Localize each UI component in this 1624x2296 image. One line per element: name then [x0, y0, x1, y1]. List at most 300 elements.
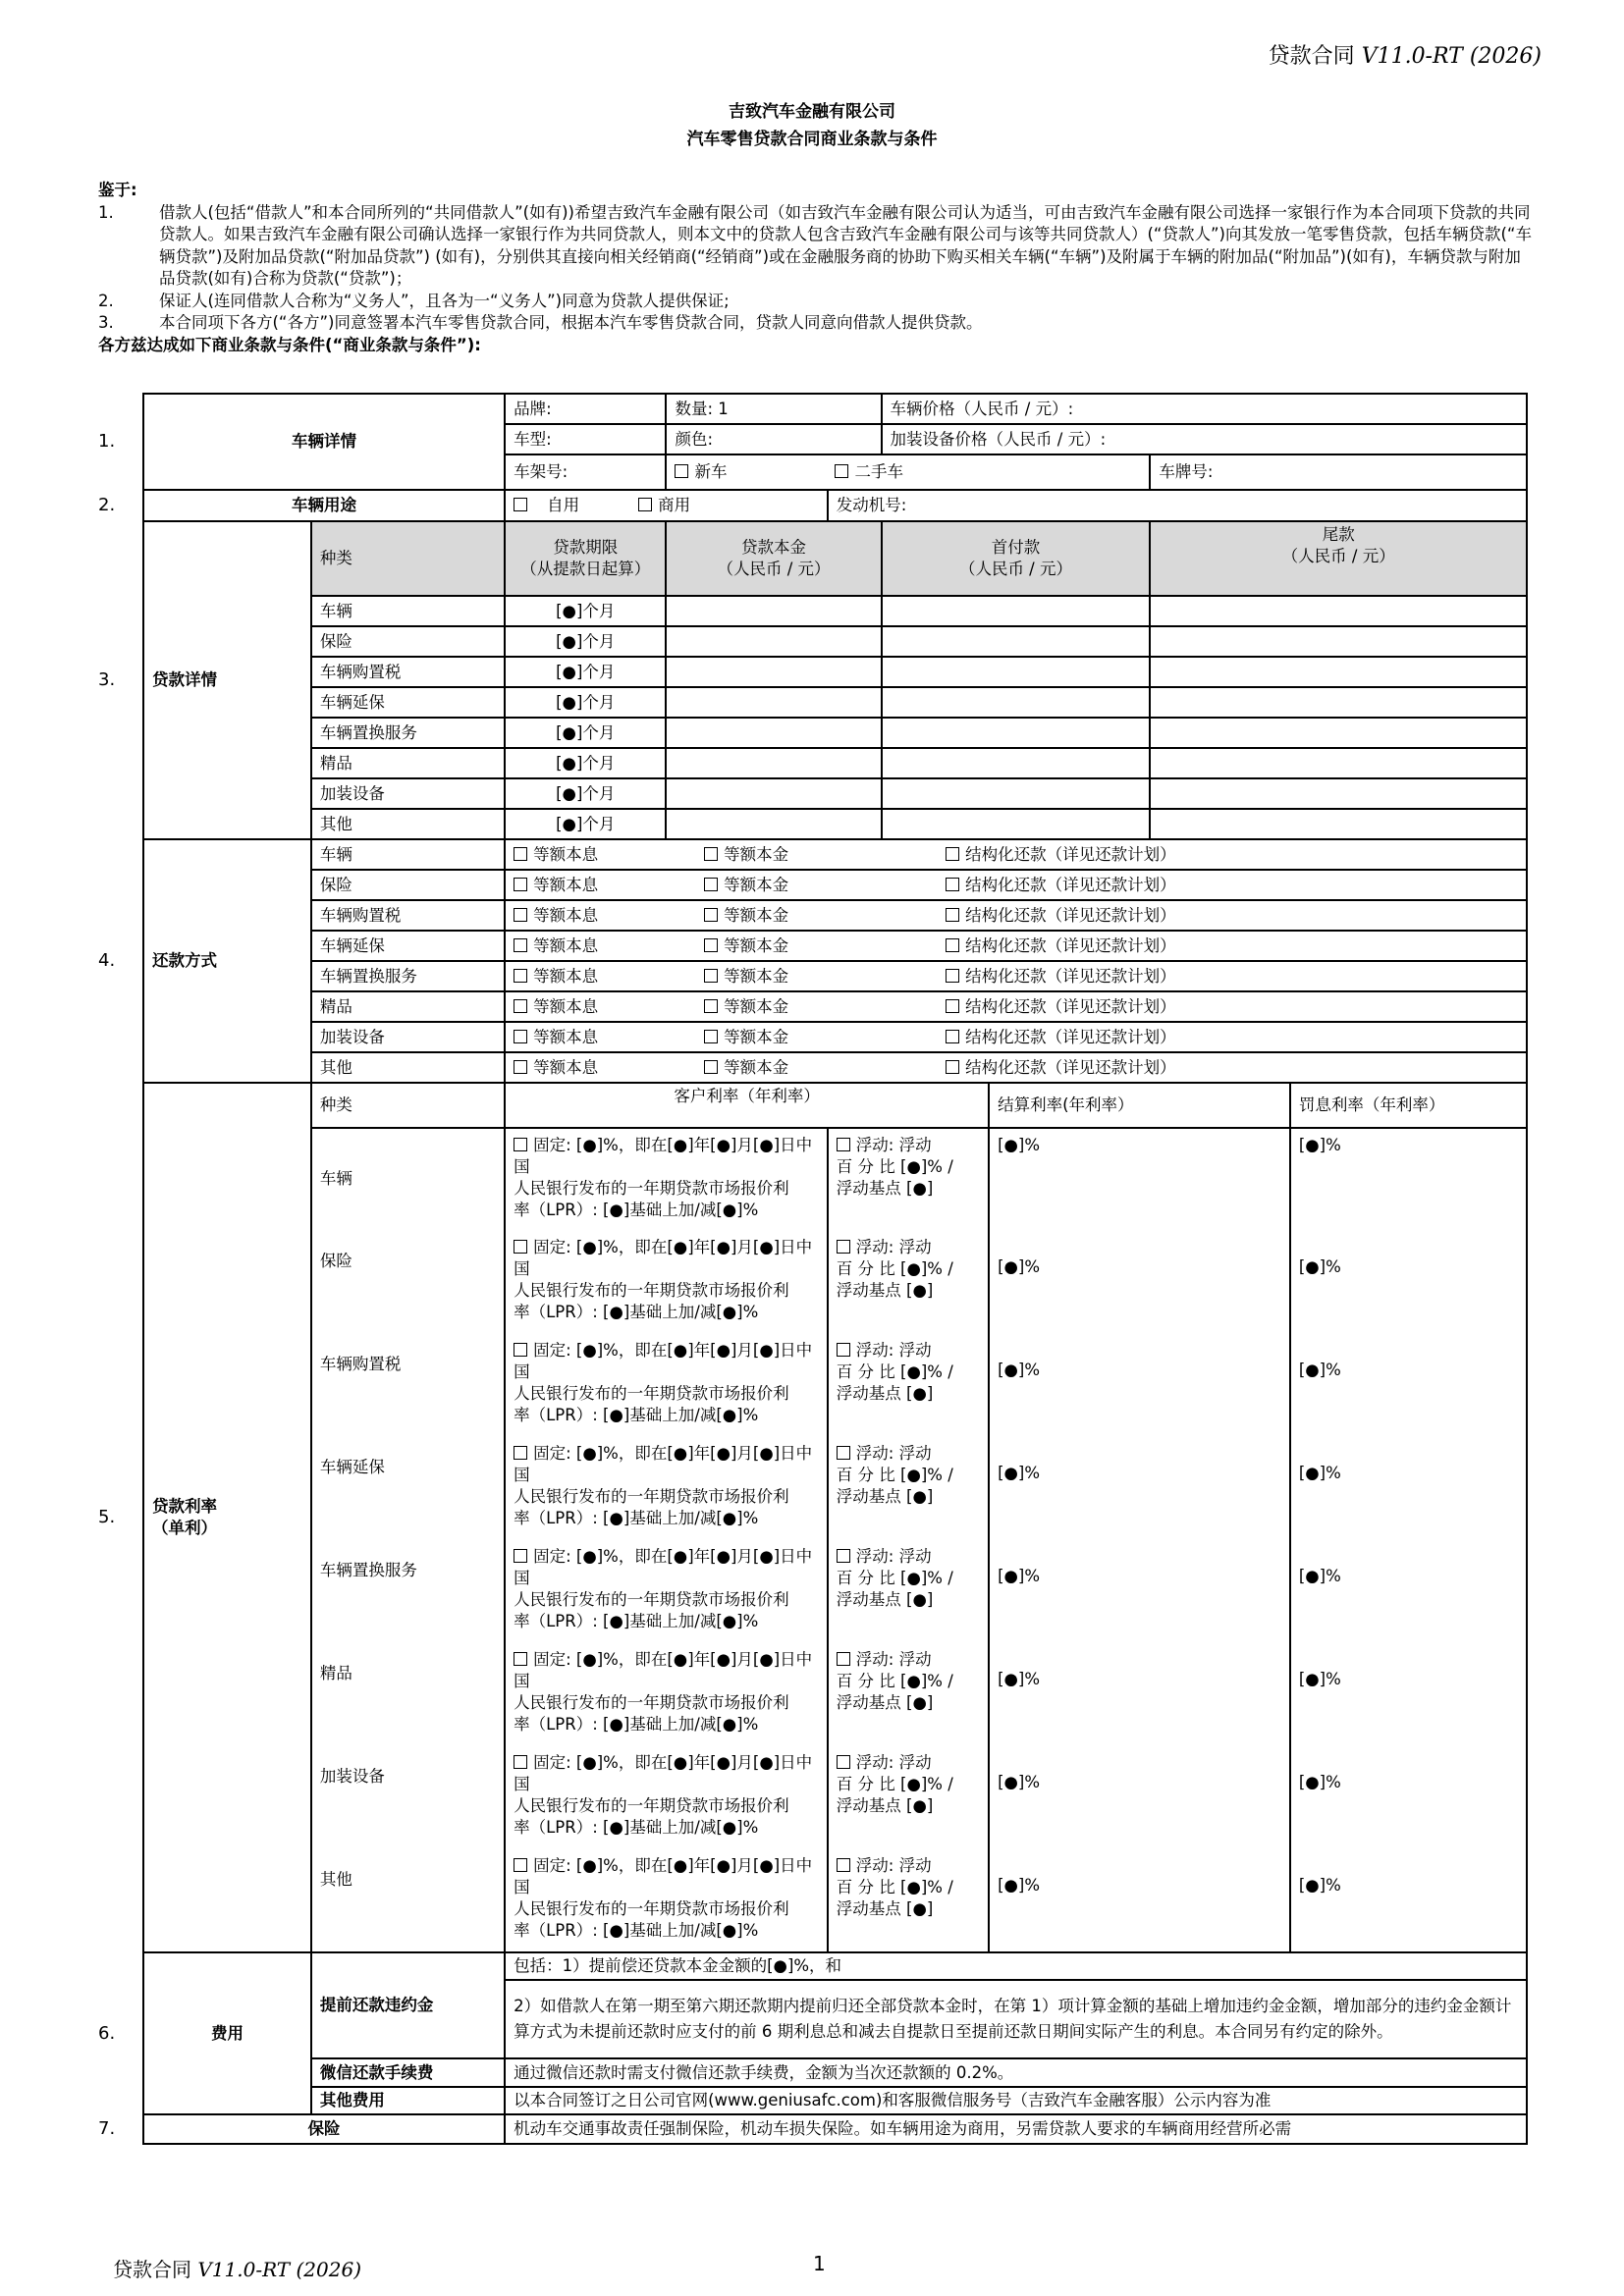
company-name: 吉致汽车金融有限公司 — [729, 102, 895, 122]
cell-text: 等额本金 — [724, 935, 789, 955]
checkbox[interactable] — [704, 969, 718, 983]
penalty-rate-field[interactable]: [●]% — [1290, 1849, 1527, 1952]
settlement-rate-field[interactable]: [●]% — [989, 1746, 1290, 1849]
down-payment-field[interactable] — [882, 687, 1151, 718]
cell-text: 结构化还款（详见还款计划） — [965, 935, 1176, 955]
checkbox[interactable] — [946, 878, 959, 891]
col-header: 贷款期限 （从提款日起算） — [505, 521, 666, 596]
balloon-field[interactable] — [1150, 657, 1527, 687]
cell-text: 结构化还款（详见还款计划） — [965, 1057, 1176, 1077]
cell-text: 结构化还款（详见还款计划） — [965, 966, 1176, 986]
table-row — [98, 748, 1527, 778]
penalty-rate-field[interactable]: [●]% — [1290, 1128, 1527, 1231]
checkbox[interactable] — [514, 938, 527, 952]
model-field[interactable]: 车型: — [505, 424, 666, 454]
section-title: 车辆详情 — [143, 394, 505, 490]
checkbox[interactable] — [704, 1030, 718, 1043]
cell-text: 结构化还款（详见还款计划） — [965, 875, 1176, 894]
category-label: 其他 — [311, 1052, 505, 1083]
usage-options — [505, 490, 828, 521]
checkbox[interactable] — [837, 1652, 850, 1666]
checkbox[interactable] — [514, 1138, 527, 1151]
cell-text: 百 分 比 [●]% / — [836, 1466, 953, 1484]
fee-text: 以本合同签订之日公司官网(www.geniusafc.com)和客服微信服务号（吉致汽车金融客服）公示内容为准 — [505, 2087, 1527, 2114]
repayment-options — [505, 931, 1527, 961]
col-header: 贷款本金 （人民币 / 元） — [666, 521, 881, 596]
checkbox[interactable] — [514, 1755, 527, 1769]
checkbox[interactable] — [514, 1549, 527, 1563]
settlement-rate-field[interactable]: [●]% — [989, 1849, 1290, 1952]
checkbox[interactable] — [514, 878, 527, 891]
cell-text: 浮动: 浮动 — [855, 1856, 932, 1875]
color-field[interactable]: 颜色: — [666, 424, 881, 454]
checkbox[interactable] — [514, 847, 527, 861]
penalty-rate-field[interactable]: [●]% — [1290, 1437, 1527, 1540]
document-subtitle: 汽车零售贷款合同商业条款与条件 — [686, 130, 938, 149]
down-payment-field[interactable] — [882, 596, 1151, 626]
fee-text: 通过微信还款时需支付微信还款手续费，金额为当次还款额的 0.2%。 — [505, 2058, 1527, 2087]
col-header: 种类 — [311, 1083, 505, 1128]
checkbox[interactable] — [946, 847, 959, 861]
table-row — [98, 687, 1527, 718]
checkbox[interactable] — [946, 999, 959, 1013]
checkbox[interactable] — [837, 1446, 850, 1460]
cell-text: 百 分 比 [●]% / — [836, 1672, 953, 1690]
table-row — [98, 1746, 1527, 1849]
fixed-rate-option[interactable] — [505, 1643, 828, 1746]
down-payment-field[interactable] — [882, 657, 1151, 687]
category-label: 精品 — [311, 991, 505, 1022]
fixed-rate-option[interactable] — [505, 1231, 828, 1334]
checkbox[interactable] — [704, 847, 718, 861]
checkbox[interactable] — [835, 464, 848, 478]
recital-item: 3. 本合同项下各方(“各方”)同意签署本汽车零售贷款合同，根据本汽车零售贷款合同，贷款人同意向借款人提供贷款。 — [98, 313, 983, 332]
fee-text: 包括：1）提前偿还贷款本金金额的[●]%，和 — [505, 1952, 1527, 1980]
cell-text: 商用 — [658, 496, 691, 514]
cell-text: 率（LPR）: [●]基础上加/减[●]% — [514, 1201, 759, 1219]
table-row — [98, 1334, 1527, 1437]
table-row — [98, 1231, 1527, 1334]
cell-text: 固定: [●]%，即在[●]年[●]月[●]日中国 — [514, 1238, 813, 1278]
checkbox[interactable] — [837, 1240, 850, 1254]
checkbox[interactable] — [946, 969, 959, 983]
recital-item: 1. 借款人(包括“借款人”和本合同所列的“共同借款人”(如有))希望吉致汽车金融有限公司（如吉致汽车金融有限公司认为适当，可由吉致汽车金融有限公司选择一家银行作为本合同项下贷款的共同贷款人。如果吉致汽车金融有限公司确认选择一家银行作为共同贷款人，则本文中的贷款人包含吉致汽车金融有限公司与该等共同贷款人）(“贷款人”)向其发放一笔零售贷款，包括车辆贷款(“车辆贷款”)及附加品贷款(“附加品贷款”) (如有)，分别供其直接向相关经销商(“经销商”)或在金融服务商的协助下购买相关车辆(“车辆”)及附属于车辆的附加品(“附加品”)(如有)，车辆贷款与附加品贷款(如有)合称为贷款(“贷款”)； — [98, 202, 1532, 288]
table-row — [98, 870, 1527, 900]
settlement-rate-field[interactable]: [●]% — [989, 1334, 1290, 1437]
cell-text: 新车 — [694, 462, 728, 481]
principal-field[interactable] — [666, 778, 881, 809]
penalty-rate-field[interactable]: [●]% — [1290, 1746, 1527, 1849]
cell-text: 浮动基点 [●] — [836, 1281, 934, 1300]
table-row — [98, 778, 1527, 809]
equipment-price-field[interactable]: 加装设备价格（人民币 / 元）: — [882, 424, 1527, 454]
cell-text: 固定: [●]%，即在[●]年[●]月[●]日中国 — [514, 1341, 813, 1381]
col-header: 结算利率(年利率） — [989, 1083, 1290, 1128]
section-title: 贷款详情 — [143, 521, 311, 839]
col-header: 客户利率（年利率） — [505, 1083, 989, 1128]
term-field[interactable]: [●]个月 — [505, 809, 666, 839]
checkbox[interactable] — [638, 498, 652, 511]
principal-field[interactable] — [666, 626, 881, 657]
cell-text: 浮动基点 [●] — [836, 1899, 934, 1918]
cell-text: 人民银行发布的一年期贷款市场报价利 — [514, 1384, 789, 1403]
down-payment-field[interactable] — [882, 778, 1151, 809]
repayment-options — [505, 1022, 1527, 1052]
fixed-rate-option[interactable] — [505, 1437, 828, 1540]
cell-text: 百 分 比 [●]% / — [836, 1569, 953, 1587]
agreement-statement: 各方兹达成如下商业条款与条件(“商业条款与条件”): — [98, 335, 481, 354]
table-row — [98, 1540, 1527, 1643]
cell-text: 百 分 比 [●]% / — [836, 1775, 953, 1793]
penalty-rate-field[interactable]: [●]% — [1290, 1540, 1527, 1643]
checkbox[interactable] — [514, 1060, 527, 1074]
floating-rate-option[interactable] — [828, 1231, 989, 1334]
table-row — [98, 596, 1527, 626]
fixed-rate-option[interactable] — [505, 1540, 828, 1643]
table-row — [98, 1022, 1527, 1052]
category-label: 其他 — [311, 809, 505, 839]
principal-field[interactable] — [666, 718, 881, 748]
down-payment-field[interactable] — [882, 626, 1151, 657]
repayment-options — [505, 870, 1527, 900]
fixed-rate-option[interactable] — [505, 1334, 828, 1437]
cell-text: 自用 — [547, 496, 580, 514]
cell-text: 人民银行发布的一年期贷款市场报价利 — [514, 1590, 789, 1609]
category-label: 加装设备 — [311, 1746, 505, 1849]
down-payment-field[interactable] — [882, 748, 1151, 778]
principal-field[interactable] — [666, 657, 881, 687]
checkbox[interactable] — [946, 938, 959, 952]
category-label: 车辆购置税 — [311, 657, 505, 687]
floating-rate-option[interactable] — [828, 1643, 989, 1746]
checkbox[interactable] — [514, 1446, 527, 1460]
category-label: 保险 — [311, 626, 505, 657]
settlement-rate-field[interactable]: [●]% — [989, 1231, 1290, 1334]
cell-text: 等额本息 — [533, 1027, 599, 1046]
col-header: 首付款 （人民币 / 元） — [882, 521, 1151, 596]
cell-text: 固定: [●]%，即在[●]年[●]月[●]日中国 — [514, 1444, 813, 1484]
checkbox[interactable] — [514, 1240, 527, 1254]
checkbox[interactable] — [946, 1030, 959, 1043]
cell-text: 等额本息 — [533, 996, 599, 1016]
cell-text: 率（LPR）: [●]基础上加/减[●]% — [514, 1303, 759, 1321]
category-label: 车辆 — [311, 839, 505, 870]
checkbox[interactable] — [837, 1549, 850, 1563]
table-row — [98, 2058, 1527, 2087]
cell-text: 等额本金 — [724, 1027, 789, 1046]
fee-text: 2）如借款人在第一期至第六期还款期内提前归还全部贷款本金时，在第 1）项计算金额的基础上增加违约金金额，增加部分的违约金金额计算方式为未提前还款时应支付的前 6 期利息总和减去自提款日至提前还款日期间实际产生的利息。本合同另有约定的除外。 — [505, 1980, 1527, 2058]
terms-table — [98, 393, 1528, 2145]
cell-text: 浮动: 浮动 — [855, 1136, 932, 1154]
cell-text: 浮动: 浮动 — [855, 1753, 932, 1772]
checkbox[interactable] — [704, 1060, 718, 1074]
cell-text: 百 分 比 [●]% / — [836, 1259, 953, 1278]
down-payment-field[interactable] — [882, 809, 1151, 839]
category-label: 加装设备 — [311, 778, 505, 809]
checkbox[interactable] — [946, 1060, 959, 1074]
category-label: 保险 — [311, 1231, 505, 1334]
cell-text: 固定: [●]%，即在[●]年[●]月[●]日中国 — [514, 1753, 813, 1793]
down-payment-field[interactable] — [882, 718, 1151, 748]
section-title — [143, 1083, 311, 1952]
repayment-options — [505, 961, 1527, 991]
floating-rate-option[interactable] — [828, 1334, 989, 1437]
fixed-rate-option[interactable] — [505, 1128, 828, 1231]
settlement-rate-field[interactable]: [●]% — [989, 1540, 1290, 1643]
cell-text: 浮动: 浮动 — [855, 1238, 932, 1256]
category-label: 车辆延保 — [311, 1437, 505, 1540]
cell-text: 结构化还款（详见还款计划） — [965, 844, 1176, 864]
cell-text: 5. — [98, 1507, 116, 1527]
condition-options — [666, 454, 1150, 490]
vin-field[interactable]: 车架号: — [505, 454, 666, 490]
cell-text: 浮动基点 [●] — [836, 1179, 934, 1198]
category-label: 车辆置换服务 — [311, 718, 505, 748]
table-row — [98, 900, 1527, 931]
term-field[interactable]: [●]个月 — [505, 626, 666, 657]
cell-text: 浮动基点 [●] — [836, 1590, 934, 1609]
category-label: 车辆 — [311, 596, 505, 626]
col-header: 尾款 （人民币 / 元） — [1150, 521, 1527, 596]
cell-text: 百 分 比 [●]% / — [836, 1157, 953, 1176]
cell-text: 等额本息 — [533, 844, 599, 864]
checkbox[interactable] — [704, 999, 718, 1013]
recitals — [98, 180, 1532, 356]
col-header: 种类 — [311, 521, 505, 596]
cell-text: 7. — [98, 2118, 116, 2139]
table-row — [98, 1643, 1527, 1746]
repayment-options — [505, 1052, 1527, 1083]
category-label: 其他 — [311, 1849, 505, 1952]
table-row — [98, 809, 1527, 839]
section-insurance — [98, 2114, 1527, 2144]
cell-text: 结构化还款（详见还款计划） — [965, 905, 1176, 925]
table-row — [98, 718, 1527, 748]
penalty-rate-field[interactable]: [●]% — [1290, 1643, 1527, 1746]
cell-text: 等额本息 — [533, 935, 599, 955]
floating-rate-option[interactable] — [828, 1128, 989, 1231]
term-field[interactable]: [●]个月 — [505, 687, 666, 718]
document-title — [0, 98, 1624, 153]
floating-rate-option[interactable] — [828, 1437, 989, 1540]
fee-label: 提前还款违约金 — [311, 1952, 505, 2058]
section-loan-details — [98, 521, 1527, 596]
table-row — [98, 1128, 1527, 1231]
cell-text: 率（LPR）: [●]基础上加/减[●]% — [514, 1921, 759, 1940]
table-row — [98, 839, 1527, 870]
cell-text: 浮动基点 [●] — [836, 1384, 934, 1403]
cell-text: 贷款利率 — [152, 1497, 217, 1516]
table-row — [98, 1052, 1527, 1083]
balloon-field[interactable] — [1150, 596, 1527, 626]
cell-text: 浮动基点 [●] — [836, 1693, 934, 1712]
table-row — [98, 1437, 1527, 1540]
table-row — [98, 626, 1527, 657]
cell-text: 率（LPR）: [●]基础上加/减[●]% — [514, 1612, 759, 1630]
term-field[interactable]: [●]个月 — [505, 657, 666, 687]
cell-text: 等额本金 — [724, 1057, 789, 1077]
checkbox[interactable] — [675, 464, 688, 478]
cell-text: 率（LPR）: [●]基础上加/减[●]% — [514, 1715, 759, 1734]
table-row — [98, 1849, 1527, 1952]
cell-text: 等额本息 — [533, 966, 599, 986]
fee-label: 微信还款手续费 — [311, 2058, 505, 2087]
header-version: 贷款合同 V11.0-RT (2026) — [1268, 44, 1542, 69]
table-row — [98, 991, 1527, 1022]
cell-text: 人民银行发布的一年期贷款市场报价利 — [514, 1899, 789, 1918]
cell-text: 二手车 — [854, 462, 903, 481]
category-label: 车辆置换服务 — [311, 1540, 505, 1643]
cell-text: 浮动基点 [●] — [836, 1487, 934, 1506]
footer-version: 贷款合同 V11.0-RT (2026) — [113, 2258, 361, 2281]
checkbox[interactable] — [837, 1755, 850, 1769]
principal-field[interactable] — [666, 596, 881, 626]
floating-rate-option[interactable] — [828, 1540, 989, 1643]
cell-text: 3. — [98, 669, 116, 690]
checkbox[interactable] — [946, 908, 959, 922]
table-row — [98, 961, 1527, 991]
cell-text: 百 分 比 [●]% / — [836, 1878, 953, 1896]
col-header: 罚息利率（年利率） — [1290, 1083, 1527, 1128]
principal-field[interactable] — [666, 687, 881, 718]
table-row — [98, 931, 1527, 961]
cell-text: 固定: [●]%，即在[●]年[●]月[●]日中国 — [514, 1650, 813, 1690]
table-row — [98, 2087, 1527, 2114]
cell-text: 浮动: 浮动 — [855, 1547, 932, 1566]
page-number: 1 — [813, 2252, 826, 2275]
cell-text: 人民银行发布的一年期贷款市场报价利 — [514, 1693, 789, 1712]
checkbox[interactable] — [514, 969, 527, 983]
vehicle-price-field[interactable]: 车辆价格（人民币 / 元）: — [882, 394, 1527, 424]
table-row — [98, 657, 1527, 687]
floating-rate-option[interactable] — [828, 1849, 989, 1952]
term-field[interactable]: [●]个月 — [505, 778, 666, 809]
category-label: 车辆延保 — [311, 687, 505, 718]
cell-text: 率（LPR）: [●]基础上加/减[●]% — [514, 1406, 759, 1424]
checkbox[interactable] — [514, 1030, 527, 1043]
checkbox[interactable] — [704, 878, 718, 891]
fixed-rate-option[interactable] — [505, 1849, 828, 1952]
term-field[interactable]: [●]个月 — [505, 718, 666, 748]
cell-text: 等额本金 — [724, 996, 789, 1016]
section-fees — [98, 1952, 1527, 1980]
category-label: 车辆购置税 — [311, 900, 505, 931]
section-number: 1. — [98, 431, 116, 452]
cell-text: 等额本金 — [724, 966, 789, 986]
cell-text: 等额本息 — [533, 905, 599, 925]
checkbox[interactable] — [704, 908, 718, 922]
cell-text: 固定: [●]%，即在[●]年[●]月[●]日中国 — [514, 1136, 813, 1176]
cell-text: 人民银行发布的一年期贷款市场报价利 — [514, 1487, 789, 1506]
penalty-rate-field[interactable]: [●]% — [1290, 1231, 1527, 1334]
repayment-options — [505, 900, 1527, 931]
term-field[interactable]: [●]个月 — [505, 748, 666, 778]
principal-field[interactable] — [666, 809, 881, 839]
checkbox[interactable] — [837, 1138, 850, 1151]
engine-number-field[interactable]: 发动机号: — [828, 490, 1527, 521]
section-title: 车辆用途 — [143, 490, 505, 521]
category-label: 加装设备 — [311, 1022, 505, 1052]
cell-text: 浮动基点 [●] — [836, 1796, 934, 1815]
quantity-field[interactable]: 数量: 1 — [666, 394, 881, 424]
cell-text: 百 分 比 [●]% / — [836, 1362, 953, 1381]
cell-text: 浮动: 浮动 — [855, 1444, 932, 1463]
repayment-options — [505, 991, 1527, 1022]
plate-field[interactable]: 车牌号: — [1150, 454, 1527, 490]
cell-text: 4. — [98, 950, 116, 971]
section-usage — [98, 490, 1527, 521]
checkbox[interactable] — [514, 1343, 527, 1357]
repayment-options — [505, 839, 1527, 870]
settlement-rate-field[interactable]: [●]% — [989, 1643, 1290, 1746]
balloon-field[interactable] — [1150, 626, 1527, 657]
cell-text: 人民银行发布的一年期贷款市场报价利 — [514, 1796, 789, 1815]
cell-text: 等额本息 — [533, 875, 599, 894]
cell-text: 6. — [98, 2022, 116, 2044]
cell-text: 等额本金 — [724, 844, 789, 864]
checkbox[interactable] — [514, 908, 527, 922]
category-label: 精品 — [311, 748, 505, 778]
checkbox[interactable] — [514, 1652, 527, 1666]
checkbox[interactable] — [837, 1343, 850, 1357]
section-title: 费用 — [143, 1952, 311, 2114]
category-label: 车辆购置税 — [311, 1334, 505, 1437]
recital-item: 2. 保证人(连同借款人合称为“义务人”，且各为一“义务人”)同意为贷款人提供保证; — [98, 291, 730, 310]
settlement-rate-field[interactable]: [●]% — [989, 1128, 1290, 1231]
checkbox[interactable] — [514, 498, 527, 511]
insurance-text: 机动车交通事故责任强制保险，机动车损失保险。如车辆用途为商用，另需贷款人要求的车辆商用经营所必需 — [505, 2114, 1527, 2144]
cell-text: 人民银行发布的一年期贷款市场报价利 — [514, 1281, 789, 1300]
cell-text: 率（LPR）: [●]基础上加/减[●]% — [514, 1509, 759, 1527]
section-vehicle — [98, 394, 1527, 424]
checkbox[interactable] — [837, 1858, 850, 1872]
cell-text: 等额本金 — [724, 905, 789, 925]
balloon-field[interactable] — [1150, 718, 1527, 748]
cell-text: 人民银行发布的一年期贷款市场报价利 — [514, 1179, 789, 1198]
section-title: 还款方式 — [143, 839, 311, 1083]
cell-text: 2. — [98, 495, 116, 515]
cell-text: 率（LPR）: [●]基础上加/减[●]% — [514, 1818, 759, 1837]
checkbox[interactable] — [514, 999, 527, 1013]
cell-text: 浮动: 浮动 — [855, 1650, 932, 1669]
fee-label: 其他费用 — [311, 2087, 505, 2114]
category-label: 车辆置换服务 — [311, 961, 505, 991]
recitals-label: 鉴于: — [98, 181, 137, 199]
cell-text: 浮动: 浮动 — [855, 1341, 932, 1360]
brand-field[interactable]: 品牌: — [505, 394, 666, 424]
category-label: 精品 — [311, 1643, 505, 1746]
category-label: 保险 — [311, 870, 505, 900]
section-interest — [98, 1083, 1527, 1128]
balloon-field[interactable] — [1150, 748, 1527, 778]
balloon-field[interactable] — [1150, 809, 1527, 839]
fixed-rate-option[interactable] — [505, 1746, 828, 1849]
balloon-field[interactable] — [1150, 687, 1527, 718]
category-label: 车辆 — [311, 1128, 505, 1231]
cell-text: 等额本息 — [533, 1057, 599, 1077]
checkbox[interactable] — [514, 1858, 527, 1872]
settlement-rate-field[interactable]: [●]% — [989, 1437, 1290, 1540]
floating-rate-option[interactable] — [828, 1746, 989, 1849]
cell-text: 等额本金 — [724, 875, 789, 894]
cell-text: 结构化还款（详见还款计划） — [965, 996, 1176, 1016]
checkbox[interactable] — [704, 938, 718, 952]
cell-text: 结构化还款（详见还款计划） — [965, 1027, 1176, 1046]
term-field[interactable]: [●]个月 — [505, 596, 666, 626]
principal-field[interactable] — [666, 748, 881, 778]
balloon-field[interactable] — [1150, 778, 1527, 809]
penalty-rate-field[interactable]: [●]% — [1290, 1334, 1527, 1437]
